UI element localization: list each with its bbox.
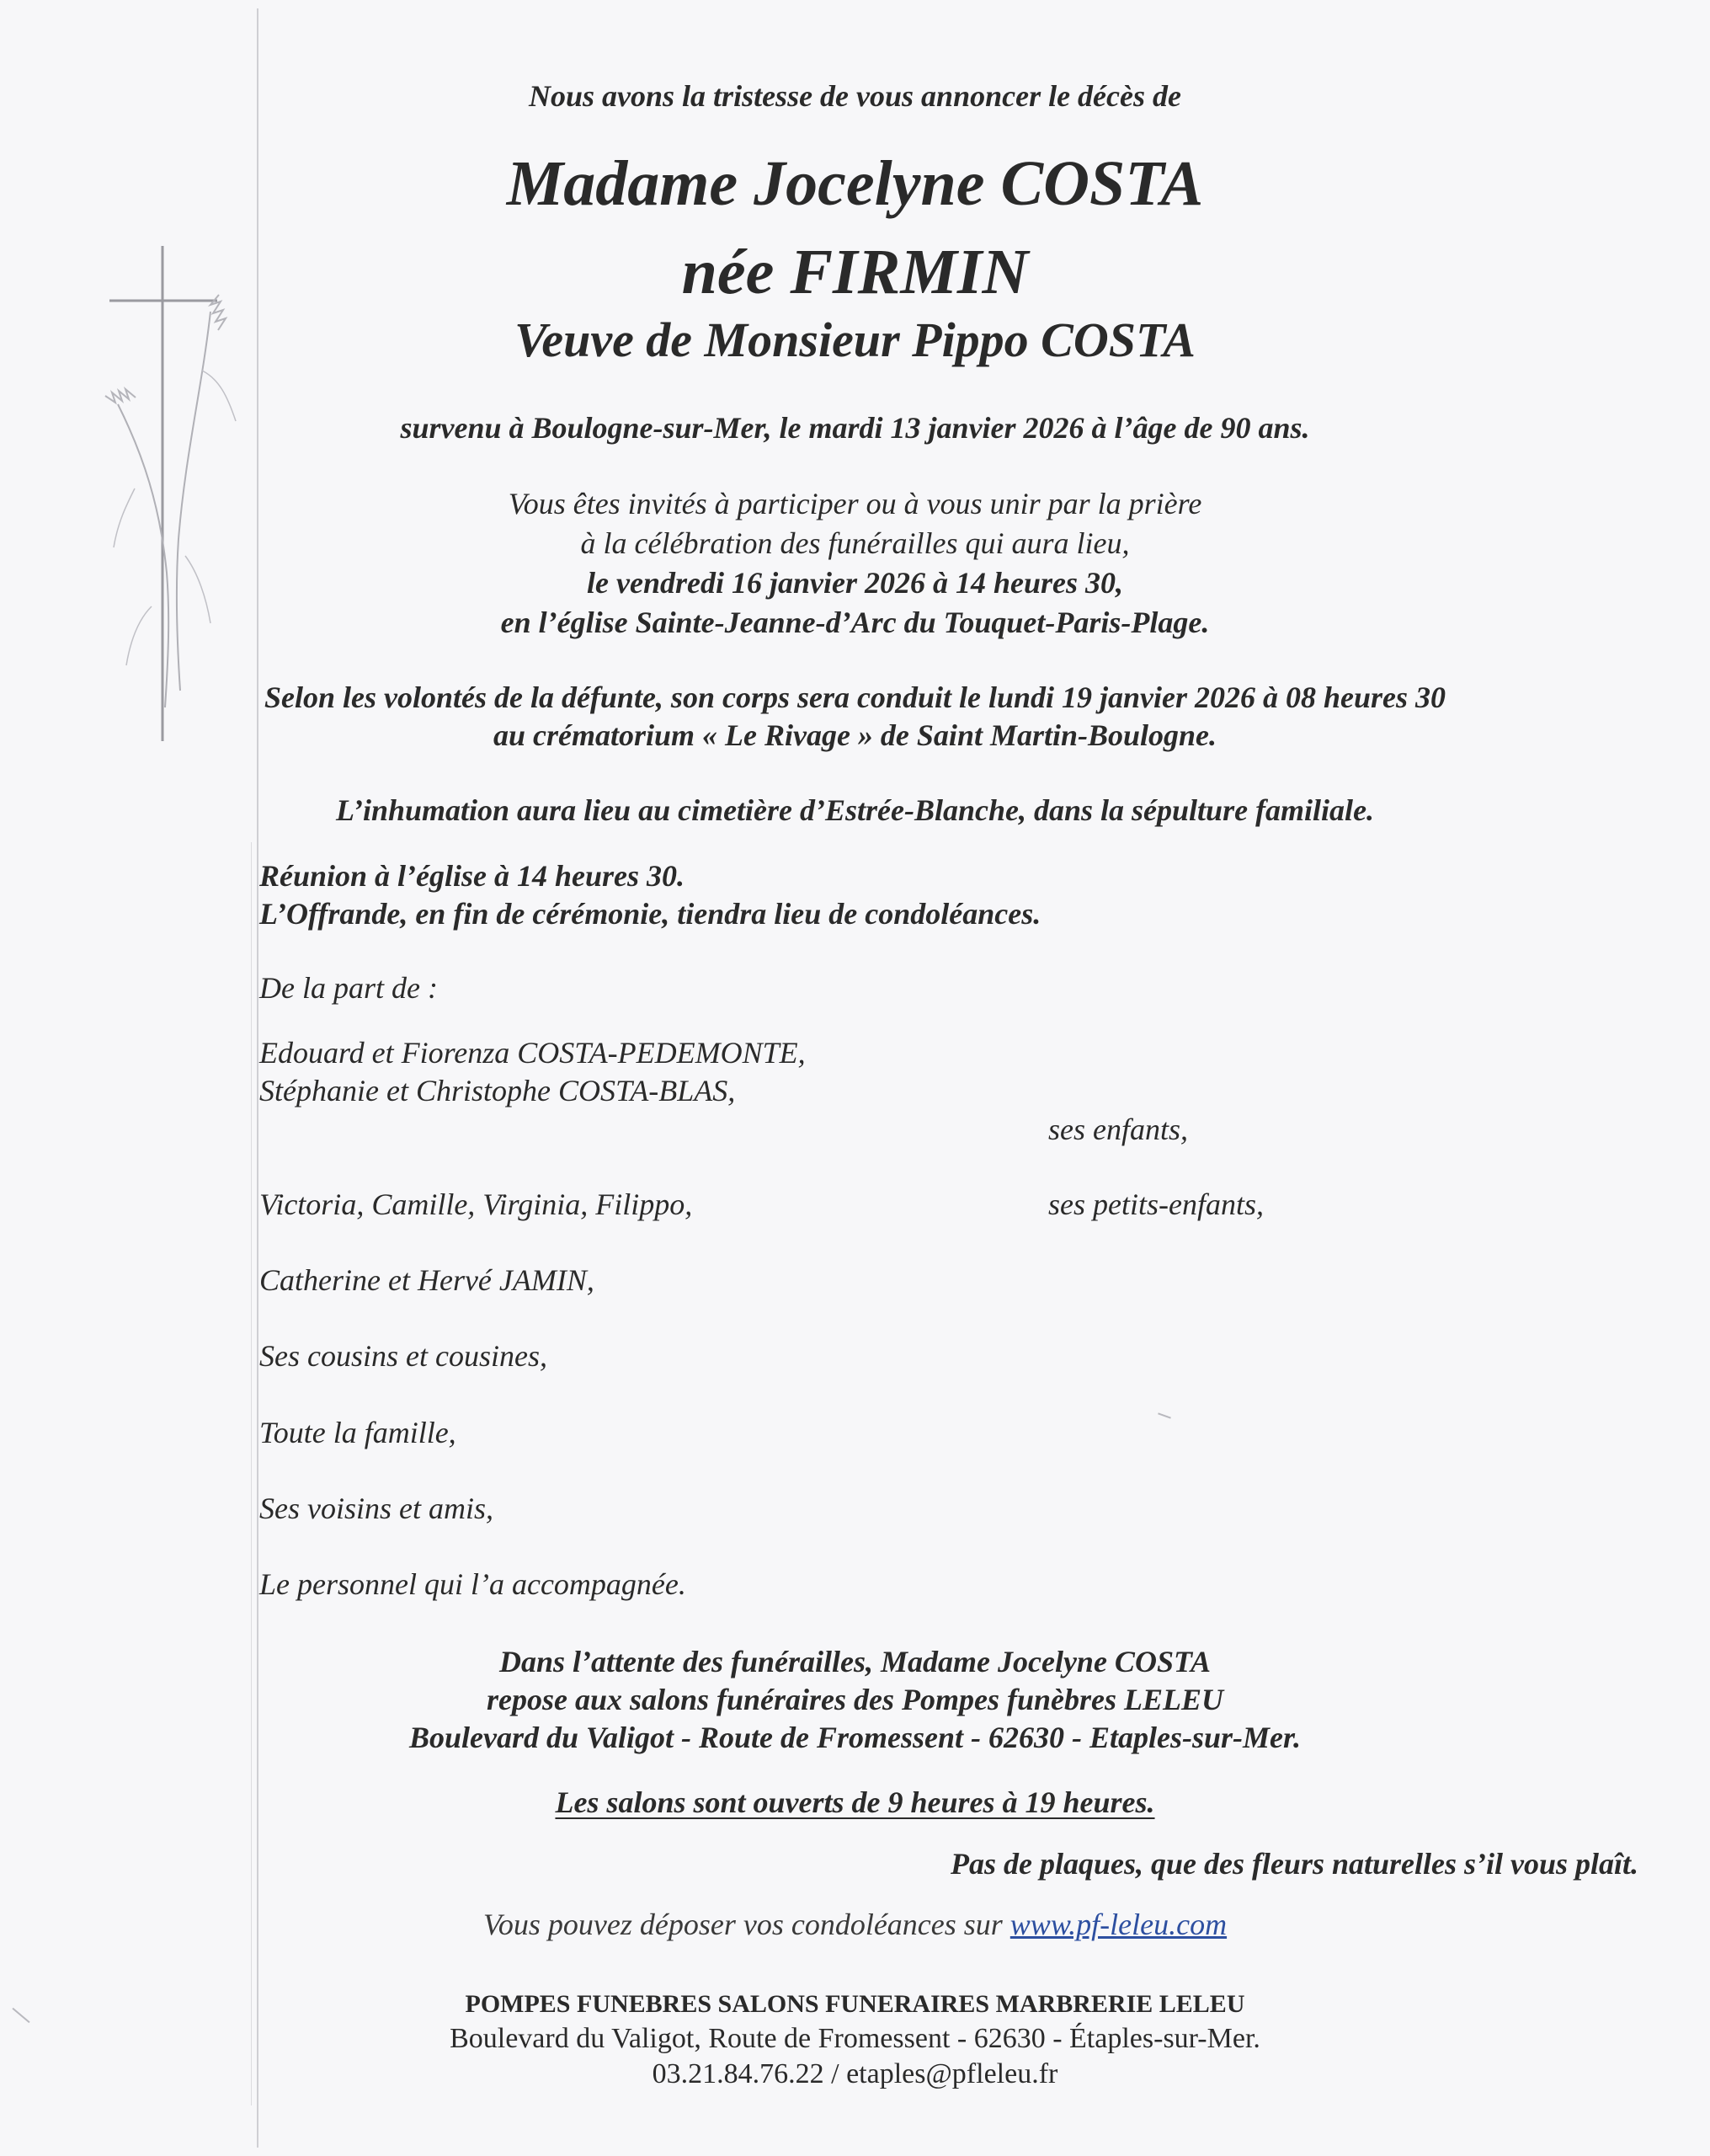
footer-address: Boulevard du Valigot, Route de Fromessent - 62630 - Étaples-sur-Mer. — [450, 2023, 1260, 2054]
family-grandchildren-role: ses petits-enfants, — [1048, 1187, 1264, 1221]
cremation-line-2: au crématorium « Le Rivage » de Saint Martin-Boulogne. — [493, 718, 1217, 752]
family-children-2: Stéphanie et Christophe COSTA-BLAS, — [259, 1074, 736, 1107]
rest-line-1: Dans l’attente des funérailles, Madame Jocelyne COSTA — [499, 1645, 1211, 1678]
rest-line-3: Boulevard du Valigot - Route de Fromessent - 62630 - Etaples-sur-Mer. — [408, 1721, 1302, 1754]
family-children-1: Edouard et Fiorenza COSTA-PEDEMONTE, — [259, 1036, 806, 1070]
family-cousins: Ses cousins et cousines, — [259, 1339, 547, 1373]
footer-contact: 03.21.84.76.22 / etaples@pfleleu.fr — [652, 2058, 1058, 2089]
death-notice: survenu à Boulogne-sur-Mer, le mardi 13 janvier 2026 à l’âge de 90 ans. — [400, 411, 1310, 445]
from-label: De la part de : — [259, 971, 438, 1005]
footer-company: POMPES FUNEBRES SALONS FUNERAIRES MARBRERIE LELEU — [465, 1990, 1245, 2018]
invitation-line-1: Vous êtes invités à participer ou à vous unir par la prière — [508, 487, 1202, 520]
deceased-name: Madame Jocelyne COSTA — [506, 148, 1204, 219]
widow-of: Veuve de Monsieur Pippo COSTA — [514, 312, 1196, 367]
flowers-notice: Pas de plaques, que des fleurs naturelles s’il vous plaît. — [950, 1847, 1638, 1881]
family-all: Toute la famille, — [259, 1416, 456, 1449]
intro-text: Nous avons la tristesse de vous annoncer le décès de — [529, 79, 1181, 113]
invitation-line-4: en l’église Sainte-Jeanne-d’Arc du Touquet-Paris-Plage. — [500, 606, 1210, 639]
family-children-role: ses enfants, — [1048, 1113, 1188, 1146]
family-staff: Le personnel qui l’a accompagnée. — [259, 1567, 686, 1601]
invitation-line-2: à la célébration des funérailles qui aura lieu, — [580, 526, 1130, 560]
family-grandchildren: Victoria, Camille, Virginia, Filippo, — [259, 1187, 693, 1221]
burial-text: L’inhumation aura lieu au cimetière d’Estrée-Blanche, dans la sépulture familiale. — [335, 793, 1375, 827]
deceased-maiden-name: née FIRMIN — [681, 237, 1029, 307]
cremation-line-1: Selon les volontés de la défunte, son corps sera conduit le lundi 19 janvier 2026 à 08 heures 30 — [264, 680, 1446, 714]
condolences-line — [0, 1909, 1710, 1940]
family-other-1: Catherine et Hervé JAMIN, — [259, 1263, 594, 1297]
condolences-text: Vous pouvez déposer vos condoléances sur — [482, 1908, 1003, 1941]
rest-line-2: repose aux salons funéraires des Pompes funèbres LELEU — [486, 1683, 1224, 1716]
family-neighbours: Ses voisins et amis, — [259, 1492, 493, 1525]
meeting-line-2: L’Offrande, en fin de cérémonie, tiendra lieu de condoléances. — [259, 897, 1041, 931]
opening-hours: Les salons sont ouverts de 9 heures à 19 heures. — [555, 1785, 1155, 1819]
condolences-link[interactable]: www.pf-leleu.com — [1009, 1908, 1228, 1941]
meeting-line-1: Réunion à l’église à 14 heures 30. — [259, 859, 685, 893]
scan-mark-2 — [1158, 1412, 1171, 1418]
invitation-line-3: le vendredi 16 janvier 2026 à 14 heures 30, — [587, 566, 1123, 600]
